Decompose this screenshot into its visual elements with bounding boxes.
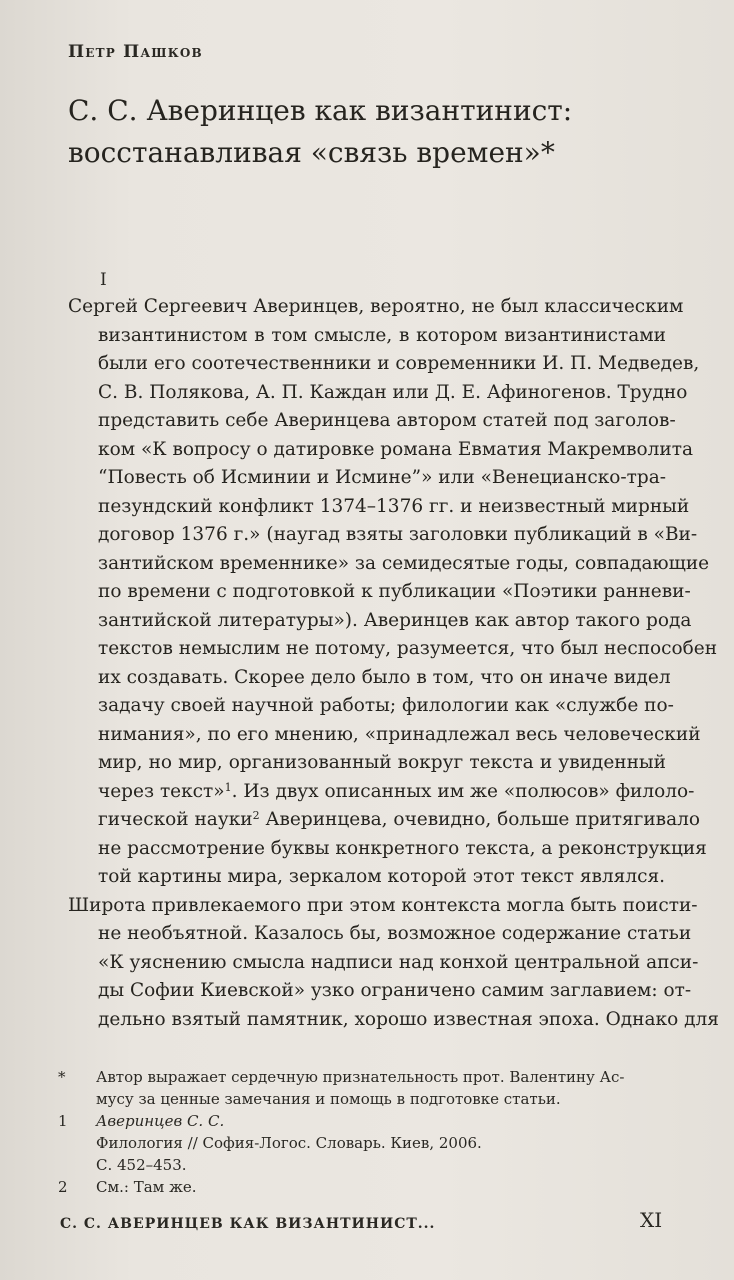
text-fragment: через текст» <box>98 780 225 802</box>
footnote <box>58 1066 678 1110</box>
text-line: С. В. Полякова, А. П. Каждан или Д. Е. Афиногенов. Трудно <box>98 381 688 403</box>
text-fragment: гической науки <box>98 809 253 830</box>
footnote-ref[interactable]: 2 <box>252 809 260 822</box>
footnote <box>58 1110 678 1176</box>
title-line: восстанавливая «связь времен»* <box>68 136 555 169</box>
footnote-text <box>96 1176 678 1198</box>
text-line: Сергей Сергеевич Аверинцев, вероятно, не был классическим <box>68 296 684 317</box>
footnote-line: С. 452–453. <box>96 1156 187 1174</box>
text-line <box>68 778 695 807</box>
footnote-line <box>96 1110 678 1154</box>
text-line: мир, но мир, организованный вокруг текста и увиденный <box>98 752 666 773</box>
text-line: были его соотечественники и современники И. П. Медведев, <box>98 353 700 374</box>
text-line: византинистом в том смысле, в котором византинистами <box>98 324 666 346</box>
footnote-author: Аверинцев С. С. <box>96 1112 225 1130</box>
text-line: той картины мира, зеркалом которой этот текст являлся. <box>98 866 666 887</box>
text-line: не необъятной. Казалось бы, возможное содержание статьи <box>98 923 692 944</box>
footnote-text <box>96 1110 678 1176</box>
running-title: С. С. АВЕРИНЦЕВ КАК ВИЗАНТИНИСТ... <box>60 1216 436 1232</box>
footnote-mark: 2 <box>58 1178 68 1196</box>
footnote-ref[interactable]: 1 <box>224 780 232 794</box>
text-fragment: Аверинцева, очевидно, больше притягивало <box>259 809 701 830</box>
text-line: представить себе Аверинцева автором статей под заголов- <box>98 410 676 431</box>
text-line: ком «К вопросу о датировке романа Евматия Макремволита <box>98 438 693 460</box>
footnote-mark: * <box>58 1068 66 1086</box>
title-line: С. С. Аверинцев как византинист: <box>68 94 573 127</box>
text-line: по времени с подготовкой к публикации «Поэтики ранневи- <box>98 581 691 602</box>
text-line: пезундский конфликт 1374–1376 гг. и неизвестный мирный <box>98 495 690 517</box>
footnote-mark: 1 <box>58 1112 68 1130</box>
section-number: I <box>100 270 107 290</box>
text-line: их создавать. Скорее дело было в том, что он иначе видел <box>98 666 671 688</box>
text-line: задачу своей научной работы; филологии как «службе по- <box>98 695 674 716</box>
text-line: не рассмотрение буквы конкретного текста, а реконструкция <box>98 837 707 859</box>
article-title <box>68 90 668 174</box>
text-line <box>68 806 701 835</box>
footnote-text <box>96 1066 678 1110</box>
body-text <box>68 293 719 1034</box>
text-line: договор 1376 г.» (наугад взяты заголовки публикаций в «Ви- <box>98 524 698 545</box>
text-fragment: . Из двух описанных им же «полюсов» филоло- <box>231 780 695 802</box>
text-line: дельно взятый памятник, хорошо известная эпоха. Однако для <box>98 1008 719 1030</box>
text-line: “Повесть об Исминии и Исмине”» или «Венецианско-тра- <box>98 467 666 488</box>
footnote-line: мусу за ценные замечания и помощь в подготовке статьи. <box>96 1090 561 1108</box>
text-line: зантийской литературы»). Аверинцев как автор такого рода <box>98 609 692 631</box>
footnote-fragment: Филология // София-Логос. Словарь. Киев, 2006. <box>96 1134 482 1152</box>
footnotes <box>58 1066 678 1198</box>
text-line: зантийском временнике» за семидесятые годы, совпадающие <box>98 552 710 574</box>
footnote <box>58 1176 678 1198</box>
text-line: нимания», по его мнению, «принадлежал весь человеческий <box>98 723 701 745</box>
footnote-line: См.: Там же. <box>96 1178 197 1196</box>
text-line: «К уяснению смысла надписи над конхой центральной апси- <box>98 951 699 973</box>
footnote-line: Автор выражает сердечную признательность прот. Валентину Ас- <box>96 1068 625 1086</box>
page-number: XI <box>640 1208 663 1232</box>
text-line: Широта привлекаемого при этом контекста могла быть поисти- <box>68 894 698 916</box>
author-name: Петр Пашков <box>68 42 203 62</box>
text-line: ды Софии Киевской» узко ограничено самим заглавием: от- <box>98 980 692 1001</box>
text-line: текстов немыслим не потому, разумеется, что был неспособен <box>98 638 718 659</box>
